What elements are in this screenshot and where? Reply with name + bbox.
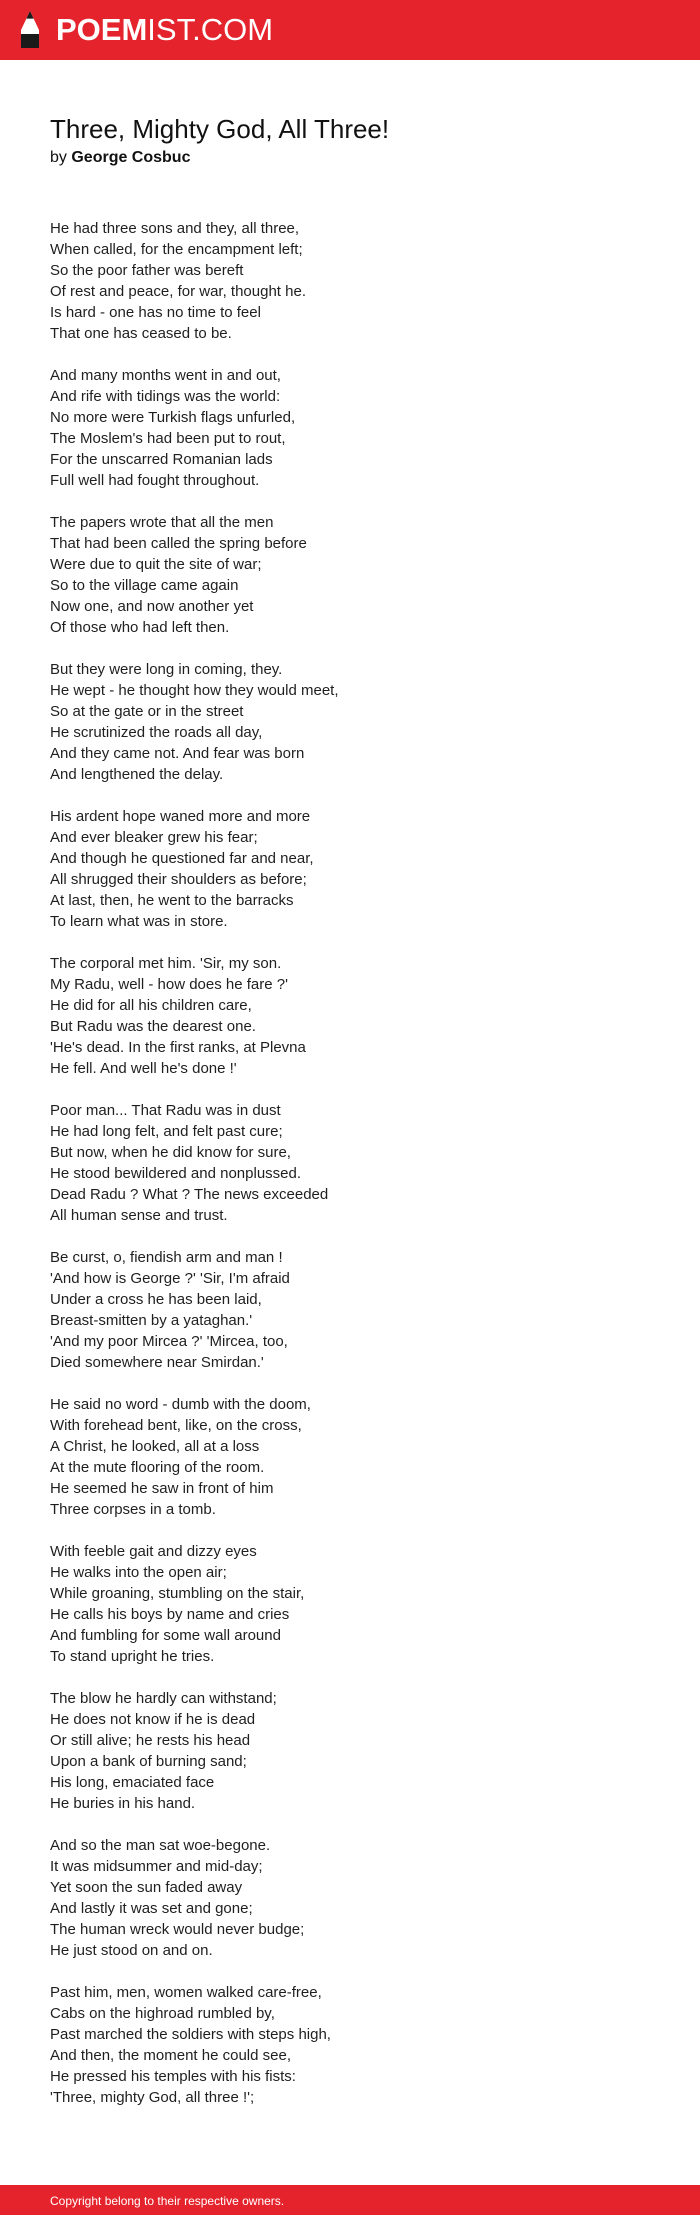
poem-line: All shrugged their shoulders as before; — [50, 871, 307, 888]
poem-stanza — [50, 218, 650, 344]
poem-line: He wept - he thought how they would meet, — [50, 682, 339, 699]
poem-line: Under a cross he has been laid, — [50, 1291, 262, 1308]
poem-stanza — [50, 659, 650, 785]
poem-line: That had been called the spring before — [50, 535, 307, 552]
poem-line: The papers wrote that all the men — [50, 514, 274, 531]
poem-line: So at the gate or in the street — [50, 703, 244, 720]
poem-stanza — [50, 512, 650, 638]
poem-author: George Cosbuc — [71, 149, 191, 166]
poem-line: Yet soon the sun faded away — [50, 1879, 243, 1896]
poem-line: He does not know if he is dead — [50, 1711, 256, 1728]
poem-line: 'And how is George ?' 'Sir, I'm afraid — [50, 1270, 290, 1287]
poem-line: He walks into the open air; — [50, 1564, 227, 1581]
poem-line: For the unscarred Romanian lads — [50, 451, 273, 468]
poem-line: Past marched the soldiers with steps high, — [50, 2026, 331, 2043]
poem-stanza — [50, 1100, 650, 1226]
poem-stanza — [50, 1247, 650, 1373]
poem-line: The corporal met him. 'Sir, my son. — [50, 955, 282, 972]
poem-stanza — [50, 1982, 650, 2108]
poem-line: His long, emaciated face — [50, 1774, 215, 1791]
poem-line: But they were long in coming, they. — [50, 661, 283, 678]
poem-line: With feeble gait and dizzy eyes — [50, 1543, 257, 1560]
poem-line: Full well had fought throughout. — [50, 472, 260, 489]
poem-line: 'Three, mighty God, all three !'; — [50, 2089, 255, 2106]
poem-line: And ever bleaker grew his fear; — [50, 829, 258, 846]
poem-line: And lengthened the delay. — [50, 766, 224, 783]
poem-line: To learn what was in store. — [50, 913, 228, 930]
poem-line: Died somewhere near Smirdan.' — [50, 1354, 264, 1371]
poem-line: Breast-smitten by a yataghan.' — [50, 1312, 253, 1329]
poem-line: And fumbling for some wall around — [50, 1627, 281, 1644]
poem-line: But Radu was the dearest one. — [50, 1018, 256, 1035]
poem-line: To stand upright he tries. — [50, 1648, 215, 1665]
poem-line: Or still alive; he rests his head — [50, 1732, 251, 1749]
poem-line: All human sense and trust. — [50, 1207, 228, 1224]
poem-line: He said no word - dumb with the doom, — [50, 1396, 311, 1413]
poem-line: Upon a bank of burning sand; — [50, 1753, 247, 1770]
poem-line: The blow he hardly can withstand; — [50, 1690, 277, 1707]
poem-byline — [50, 147, 190, 169]
poem-line: He just stood on and on. — [50, 1942, 213, 1959]
poem-line: Now one, and now another yet — [50, 598, 254, 615]
poem-line: At last, then, he went to the barracks — [50, 892, 294, 909]
poem-line: My Radu, well - how does he fare ?' — [50, 976, 288, 993]
poem-line: Is hard - one has no time to feel — [50, 304, 261, 321]
poem-stanza — [50, 1541, 650, 1667]
poem-line: He fell. And well he's done !' — [50, 1060, 237, 1077]
poem-line: But now, when he did know for sure, — [50, 1144, 291, 1161]
poem-stanza — [50, 1688, 650, 1814]
poem-title: Three, Mighty God, All Three! — [50, 114, 390, 144]
by-label: by — [50, 149, 72, 166]
poem-line: He did for all his children care, — [50, 997, 252, 1014]
poem-line: And so the man sat woe-begone. — [50, 1837, 271, 1854]
poem-body — [50, 218, 650, 2129]
poem-line: He pressed his temples with his fists: — [50, 2068, 296, 2085]
poem-line: He scrutinized the roads all day, — [50, 724, 263, 741]
poem-line: So the poor father was bereft — [50, 262, 244, 279]
poem-line: When called, for the encampment left; — [50, 241, 303, 258]
poem-stanza — [50, 1394, 650, 1520]
poem-stanza — [50, 365, 650, 491]
poem-line: His ardent hope waned more and more — [50, 808, 311, 825]
poem-line: No more were Turkish flags unfurled, — [50, 409, 296, 426]
poem-line: He calls his boys by name and cries — [50, 1606, 290, 1623]
logo-light-text: IST.COM — [147, 12, 274, 47]
poem-line: He stood bewildered and nonplussed. — [50, 1165, 302, 1182]
poem-line: And then, the moment he could see, — [50, 2047, 291, 2064]
poem-line: 'And my poor Mircea ?' 'Mircea, too, — [50, 1333, 288, 1350]
site-header — [0, 0, 700, 60]
site-footer — [0, 2185, 700, 2215]
poem-line: He seemed he saw in front of him — [50, 1480, 274, 1497]
footer-copyright: Copyright belong to their respective owners. — [50, 2194, 285, 2208]
pencil-tip-icon — [18, 10, 42, 50]
poem-line: Of rest and peace, for war, thought he. — [50, 283, 306, 300]
poem-line: That one has ceased to be. — [50, 325, 232, 342]
poem-stanza — [50, 953, 650, 1079]
poem-line: 'He's dead. In the first ranks, at Plevna — [50, 1039, 306, 1056]
poem-line: With forehead bent, like, on the cross, — [50, 1417, 302, 1434]
poem-line: Three corpses in a tomb. — [50, 1501, 216, 1518]
poem-line: At the mute flooring of the room. — [50, 1459, 265, 1476]
poem-line: It was midsummer and mid-day; — [50, 1858, 263, 1875]
poem-line: Cabs on the highroad rumbled by, — [50, 2005, 275, 2022]
poem-stanza — [50, 806, 650, 932]
poem-line: And many months went in and out, — [50, 367, 281, 384]
poem-line: And lastly it was set and gone; — [50, 1900, 253, 1917]
poem-line: He had long felt, and felt past cure; — [50, 1123, 283, 1140]
poem-line: And though he questioned far and near, — [50, 850, 314, 867]
poem-line: Poor man... That Radu was in dust — [50, 1102, 281, 1119]
site-logo-text — [56, 10, 273, 50]
poem-line: He had three sons and they, all three, — [50, 220, 300, 237]
poem-line: Past him, men, women walked care-free, — [50, 1984, 322, 2001]
poem-line: And they came not. And fear was born — [50, 745, 305, 762]
poem-line: A Christ, he looked, all at a loss — [50, 1438, 260, 1455]
site-logo[interactable] — [18, 10, 273, 50]
poem-line: While groaning, stumbling on the stair, — [50, 1585, 305, 1602]
logo-bold-text: POEM — [56, 12, 148, 47]
poem-line: So to the village came again — [50, 577, 239, 594]
poem-line: Were due to quit the site of war; — [50, 556, 262, 573]
poem-line: Of those who had left then. — [50, 619, 230, 636]
poem-line: The Moslem's had been put to rout, — [50, 430, 286, 447]
poem-line: Dead Radu ? What ? The news exceeded — [50, 1186, 329, 1203]
poem-line: And rife with tidings was the world: — [50, 388, 281, 405]
poem-stanza — [50, 1835, 650, 1961]
poem-line: He buries in his hand. — [50, 1795, 196, 1812]
poem-line: Be curst, o, fiendish arm and man ! — [50, 1249, 283, 1266]
poem-line: The human wreck would never budge; — [50, 1921, 305, 1938]
